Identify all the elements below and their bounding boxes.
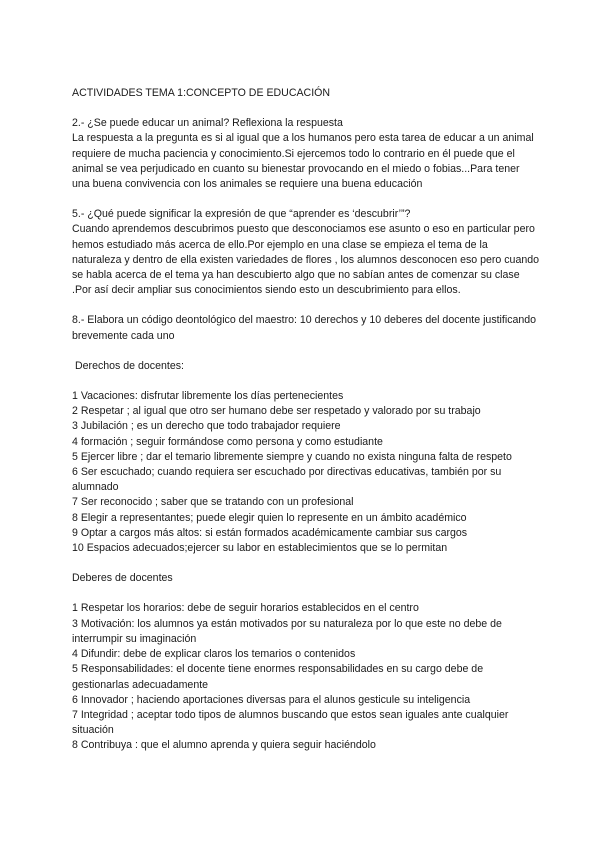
derecho-item: 4 formación ; seguir formándose como persona y como estudiante <box>72 435 383 448</box>
deber-item: 3 Motivación: los alumnos ya están motivados por su naturaleza por lo que este no debe de interrumpir su imaginación <box>72 617 502 645</box>
deber-item: 7 Integridad ; aceptar todo tipos de alumnos buscando que estos sean iguales ante cualquier situación <box>72 708 509 737</box>
deber-item: 1 Respetar los horarios: debe de seguir horarios establecidos en el centro <box>72 602 419 615</box>
question-5-block <box>72 207 540 298</box>
question-5: 5.- ¿Qué puede significar la expresión de que “aprender es ‘descubrir’”? <box>72 208 411 221</box>
derechos-heading: Derechos de docentes: <box>75 359 184 372</box>
deber-item: 8 Contribuya : que el alumno aprenda y quiera seguir haciéndolo <box>72 739 376 752</box>
question-8-block <box>72 313 540 343</box>
derecho-item: 9 Optar a cargos más altos: si están formados académicamente cambiar sus cargos <box>72 526 468 539</box>
question-2-block <box>72 116 540 192</box>
deber-item: 5 Responsabilidades: el docente tiene enormes responsabilidades en su cargo debe de gestionarlas adecuadamente <box>72 663 484 691</box>
deberes-list <box>72 601 540 753</box>
derecho-item: 3 Jubilación ; es un derecho que todo trabajador requiere <box>72 420 341 433</box>
deberes-heading: Deberes de docentes <box>72 572 173 585</box>
deber-item: 6 Innovador ; haciendo aportaciones diversas para el alunos gesticule su inteligencia <box>72 693 471 706</box>
deber-item: 4 Difundir: debe de explicar claros los temarios o contenidos <box>72 648 356 661</box>
derecho-item: 5 Ejercer libre ; dar el temario libremente siempre y cuando no exista ninguna falta de respeto <box>72 450 512 463</box>
answer-2: La respuesta a la pregunta es si al igual que a los humanos pero esta tarea de educar a un animal requiere de mucha paciencia y conocimiento.Si ejercemos todo lo contrario en él puede que el animal se vea perjudicado en cuanto su bienestar provocando en el miedo o fobias...Para tener una buena convivencia con los animales se requiere una buena educación <box>72 132 534 191</box>
derecho-item: 10 Espacios adecuados;ejercer su labor en establecimientos que se lo permitan <box>72 542 448 555</box>
derechos-list <box>72 389 540 556</box>
derecho-item: 2 Respetar ; al igual que otro ser humano debe ser respetado y valorado por su trabajo <box>72 405 481 418</box>
derecho-item: 8 Elegir a representantes; puede elegir quien lo represente en un ámbito académico <box>72 511 467 524</box>
derecho-item: 6 Ser escuchado; cuando requiera ser escuchado por directivas educativas, también por su alumnado <box>72 466 502 494</box>
derecho-item: 7 Ser reconocido ; saber que se tratando con un profesional <box>72 496 354 509</box>
question-8: 8.- Elabora un código deontológico del maestro: 10 derechos y 10 deberes del docente justificando brevemente cada uno <box>72 314 537 342</box>
question-2: 2.- ¿Se puede educar un animal? Reflexiona la respuesta <box>72 117 343 130</box>
document-title: ACTIVIDADES TEMA 1:CONCEPTO DE EDUCACIÓN <box>72 87 331 99</box>
answer-5: Cuando aprendemos descubrimos puesto que desconociamos ese asunto o eso en particular pero hemos estudiado más acerca de ello.Por ejemplo en una clase se empieza el tema de la naturaleza y dentro de ella existen variedades de flores , los alumnos desconocen eso pero cuando se habla acerca de el tema ya han descubierto algo que no sabían antes de comenzar su clase .Por así decir ampliar sus conocimientos siendo esto un descubrimiento para ellos. <box>72 223 540 297</box>
derecho-item: 1 Vacaciones: disfrutar libremente los días pertenecientes <box>72 390 344 403</box>
